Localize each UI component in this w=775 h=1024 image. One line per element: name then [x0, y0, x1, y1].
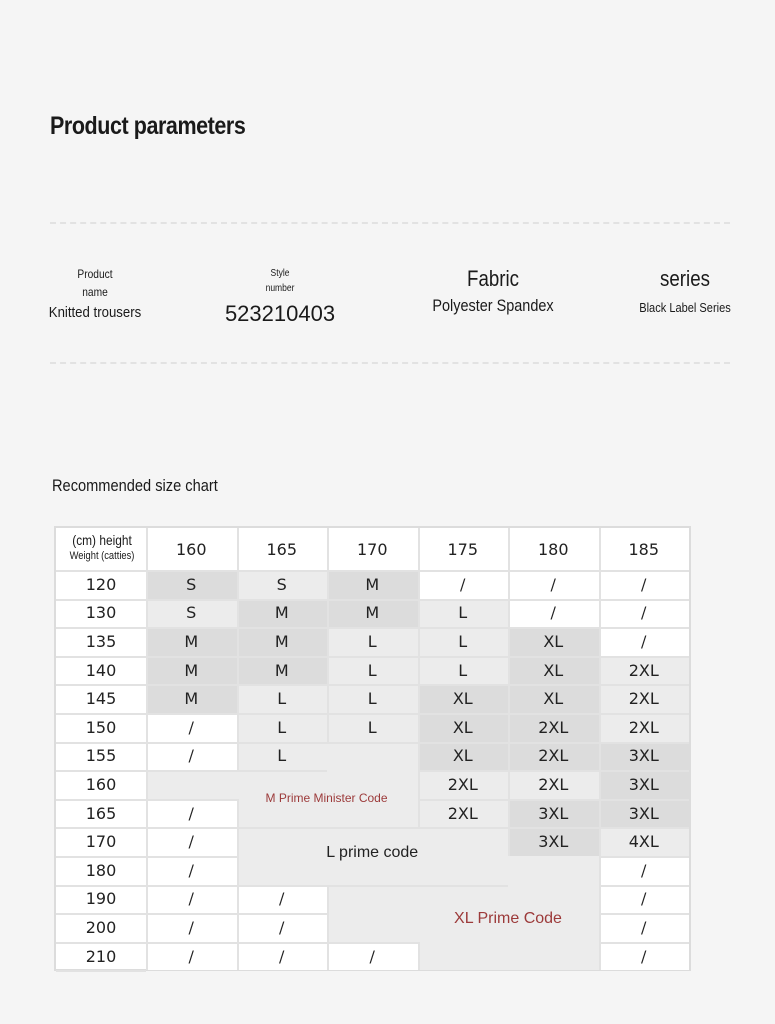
m-code-region: [327, 742, 418, 772]
grid-line: [599, 885, 690, 887]
size-cell: /: [599, 627, 690, 656]
size-cell: /: [418, 570, 509, 599]
weight-label-cell: 145: [85, 689, 117, 709]
weight-label-cell: 150: [85, 717, 117, 737]
size-cell: /: [599, 856, 690, 885]
grid-line: [56, 827, 146, 829]
param-series: [625, 266, 745, 315]
size-cell: L: [327, 627, 418, 656]
grid-line: [599, 913, 690, 915]
size-cell: /: [146, 799, 237, 828]
grid-line: [56, 885, 146, 887]
size-cell: 3XL: [508, 799, 599, 828]
header-weight-label: Weight (catties): [69, 550, 135, 562]
grid-line: [56, 970, 146, 972]
size-cell: /: [146, 742, 237, 771]
size-cell: L: [237, 684, 328, 713]
weight-label-cell: 165: [85, 803, 117, 823]
grid-line: [146, 799, 237, 801]
size-cell: L: [237, 742, 328, 771]
height-header-cell: 175: [447, 539, 479, 559]
style-number-label: Style number: [265, 268, 295, 294]
size-cell: L: [237, 713, 328, 742]
size-cell: /: [508, 570, 599, 599]
size-cell: S: [146, 599, 237, 628]
size-cell: XL: [418, 742, 509, 771]
size-cell: L: [418, 599, 509, 628]
weight-label-cell: 190: [85, 889, 117, 909]
size-cell: M: [327, 599, 418, 628]
size-cell: /: [508, 599, 599, 628]
grid-line: [237, 799, 239, 971]
grid-line: [146, 528, 148, 970]
grid-line: [418, 770, 690, 772]
size-cell: 2XL: [418, 770, 509, 799]
grid-line: [56, 913, 146, 915]
height-header-cell: 160: [175, 539, 207, 559]
size-cell: /: [237, 885, 328, 914]
height-header-cell: 170: [356, 539, 388, 559]
size-cell: /: [599, 570, 690, 599]
size-cell: XL: [508, 656, 599, 685]
size-cell: /: [327, 942, 418, 971]
size-cell: 2XL: [418, 799, 509, 828]
size-cell: /: [599, 599, 690, 628]
weight-label-cell: 155: [85, 746, 117, 766]
product-name-label: Product name: [77, 267, 113, 299]
grid-line: [56, 627, 146, 629]
weight-label-cell: 180: [85, 860, 117, 880]
size-cell: 2XL: [508, 713, 599, 742]
size-cell: M: [327, 570, 418, 599]
fabric-value: Polyester Spandex: [432, 296, 554, 315]
weight-label-cell: 135: [85, 631, 117, 651]
grid-line: [56, 570, 689, 572]
size-cell: 2XL: [599, 656, 690, 685]
header-height-label: (cm) height: [72, 532, 132, 548]
series-value: Black Label Series: [639, 300, 731, 315]
size-cell: /: [599, 885, 690, 914]
size-cell: XL: [508, 684, 599, 713]
size-cell: 3XL: [599, 742, 690, 771]
grid-line: [146, 942, 418, 944]
size-cell: /: [146, 885, 237, 914]
weight-label-cell: 210: [85, 946, 117, 966]
size-cell: /: [599, 913, 690, 942]
size-cell: /: [146, 713, 237, 742]
grid-line: [327, 885, 329, 971]
weight-label-cell: 200: [85, 917, 117, 937]
size-chart-table: [54, 526, 691, 971]
grid-line: [237, 528, 239, 770]
grid-line: [146, 856, 237, 858]
param-style-number: [220, 266, 340, 327]
size-cell: /: [146, 942, 237, 971]
size-cell: 2XL: [508, 770, 599, 799]
fabric-label: Fabric: [467, 266, 519, 291]
style-number-value: 523210403: [224, 301, 336, 326]
size-cell: XL: [418, 684, 509, 713]
size-cell: /: [599, 942, 690, 971]
grid-line: [599, 942, 690, 944]
grid-line: [56, 770, 146, 772]
divider-bottom: [50, 362, 730, 364]
param-fabric: [418, 266, 568, 316]
grid-line: [599, 856, 690, 858]
grid-line: [418, 528, 420, 827]
grid-line: [56, 684, 146, 686]
header-corner: [56, 528, 148, 570]
size-cell: S: [146, 570, 237, 599]
grid-line: [146, 827, 508, 829]
height-header-cell: 180: [537, 539, 569, 559]
grid-line: [327, 528, 329, 742]
grid-line: [56, 742, 146, 744]
size-cell: /: [146, 913, 237, 942]
size-cell: L: [418, 627, 509, 656]
grid-line: [56, 599, 146, 601]
size-cell: M: [146, 627, 237, 656]
weight-label-cell: 120: [85, 574, 117, 594]
size-cell: 3XL: [599, 770, 690, 799]
size-cell: 2XL: [599, 684, 690, 713]
size-cell: XL: [418, 713, 509, 742]
xl-code-label: XL Prime Code: [454, 909, 562, 927]
grid-line: [418, 799, 690, 801]
size-cell: /: [146, 856, 237, 885]
height-header-cell: 165: [266, 539, 298, 559]
grid-line: [56, 799, 146, 801]
l-code-label: L prime code: [326, 844, 419, 862]
size-cell: L: [327, 684, 418, 713]
series-label: series: [660, 266, 710, 291]
size-cell: M: [146, 684, 237, 713]
size-cell: 2XL: [508, 742, 599, 771]
size-cell: /: [237, 913, 328, 942]
size-cell: XL: [508, 627, 599, 656]
height-header-cell: 185: [628, 539, 660, 559]
grid-line: [56, 856, 146, 858]
size-chart-title: Recommended size chart: [52, 476, 218, 495]
weight-label-cell: 160: [85, 774, 117, 794]
size-cell: M: [237, 627, 328, 656]
grid-line: [508, 528, 510, 856]
page-title: Product parameters: [50, 112, 246, 140]
grid-line: [56, 656, 146, 658]
weight-label-cell: 170: [85, 832, 117, 852]
m-code-label: M Prime Minister Code: [265, 791, 388, 806]
size-cell: /: [237, 942, 328, 971]
weight-label-cell: 130: [85, 603, 117, 623]
product-name-value: Knitted trousers: [48, 304, 142, 321]
size-cell: M: [146, 656, 237, 685]
weight-label-cell: 140: [85, 660, 117, 680]
size-cell: /: [146, 827, 237, 856]
size-cell: 4XL: [599, 827, 690, 856]
xl-code-region: [418, 942, 599, 971]
size-cell: L: [327, 713, 418, 742]
size-cell: 3XL: [508, 827, 599, 856]
grid-line: [418, 942, 420, 971]
size-cell: L: [418, 656, 509, 685]
param-product-name: [40, 265, 150, 321]
divider-top: [50, 222, 730, 224]
size-cell: L: [327, 656, 418, 685]
size-cell: 3XL: [599, 799, 690, 828]
grid-line: [56, 713, 146, 715]
size-cell: S: [237, 570, 328, 599]
size-cell: 2XL: [599, 713, 690, 742]
size-cell: M: [237, 656, 328, 685]
grid-line: [56, 942, 146, 944]
size-cell: M: [237, 599, 328, 628]
